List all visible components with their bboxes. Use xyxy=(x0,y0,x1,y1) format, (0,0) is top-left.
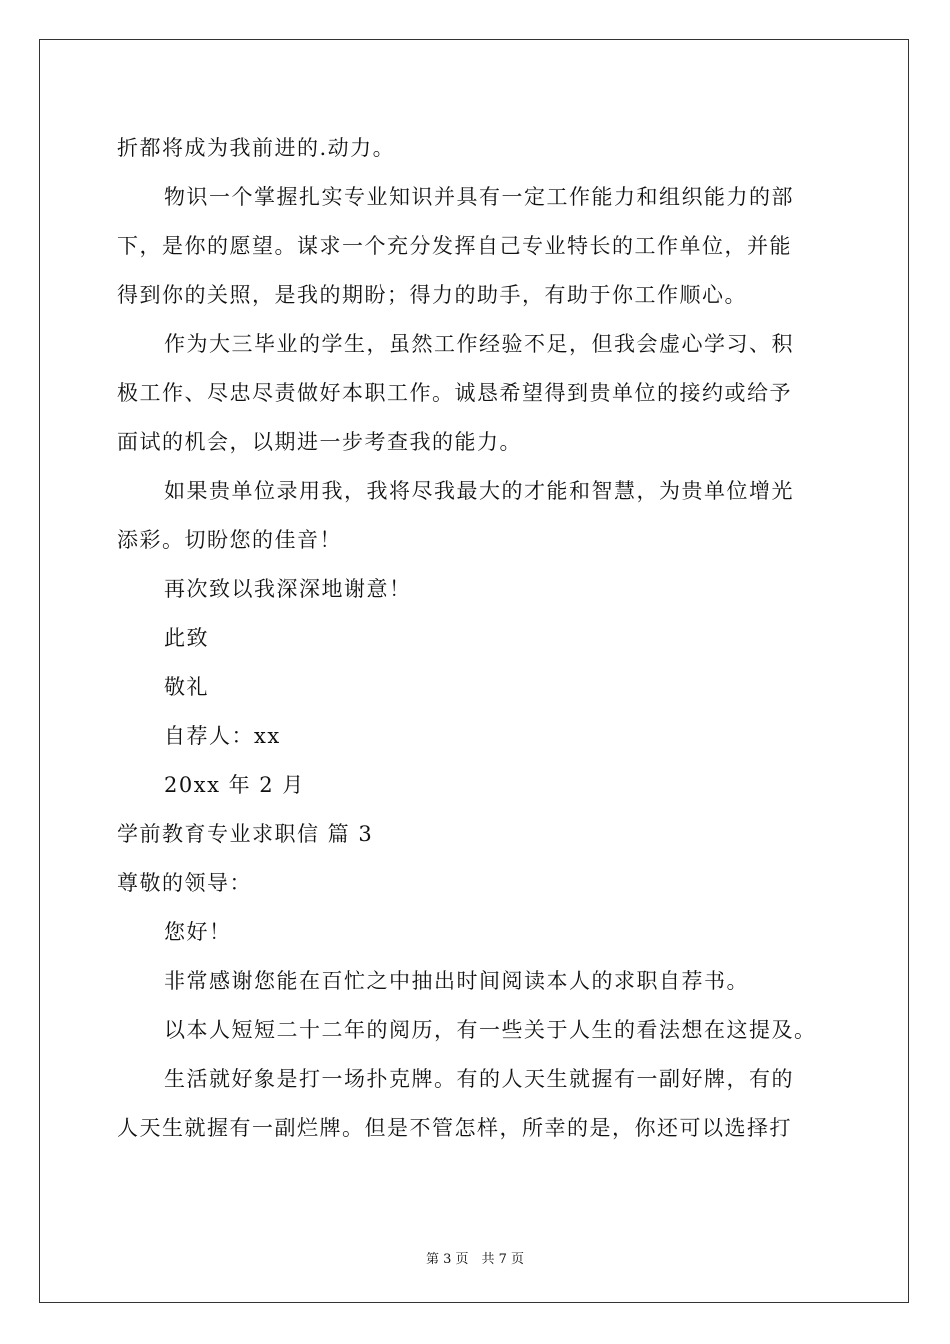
page-number-footer: 第 3 页 共 7 页 xyxy=(425,1252,525,1267)
greeting-hello: 您好！ xyxy=(164,920,232,944)
paragraph-first-line: 如果贵单位录用我，我将尽我最大的才能和智慧，为贵单位增光 xyxy=(164,479,794,503)
signature: 自荐人：xx xyxy=(164,724,281,748)
date: 20xx 年 2 月 xyxy=(164,773,305,797)
section-heading: 学前教育专业求职信 篇 3 xyxy=(117,822,374,846)
document-body xyxy=(117,124,837,1153)
greeting: 尊敬的领导： xyxy=(117,871,252,895)
text-line: 面试的机会，以期进一步考查我的能力。 xyxy=(117,430,522,454)
paragraph-first-line: 生活就好象是打一场扑克牌。有的人天生就握有一副好牌，有的 xyxy=(164,1067,794,1091)
text-line: 得到你的关照，是我的期盼；得力的助手，有助于你工作顺心。 xyxy=(117,283,747,307)
paragraph-first-line: 以本人短短二十二年的阅历，有一些关于人生的看法想在这提及。 xyxy=(164,1018,817,1042)
closing-salutation: 此致 xyxy=(164,626,209,650)
text-line: 下，是你的愿望。谋求一个充分发挥自己专业特长的工作单位，并能 xyxy=(117,234,792,258)
paragraph-first-line: 物识一个掌握扎实专业知识并具有一定工作能力和组织能力的部 xyxy=(164,185,794,209)
text-line: 人天生就握有一副烂牌。但是不管怎样，所幸的是，你还可以选择打 xyxy=(117,1116,792,1140)
closing-thanks: 再次致以我深深地谢意！ xyxy=(164,577,412,601)
text-line: 添彩。切盼您的佳音！ xyxy=(117,528,342,552)
closing-salutation: 敬礼 xyxy=(164,675,209,699)
paragraph-first-line: 作为大三毕业的学生，虽然工作经验不足，但我会虚心学习、积 xyxy=(164,332,794,356)
text-line: 极工作、尽忠尽责做好本职工作。诚恳希望得到贵单位的接约或给予 xyxy=(117,381,792,405)
paragraph-first-line: 非常感谢您能在百忙之中抽出时间阅读本人的求职自荐书。 xyxy=(164,969,749,993)
text-line: 折都将成为我前进的.动力。 xyxy=(117,136,396,160)
